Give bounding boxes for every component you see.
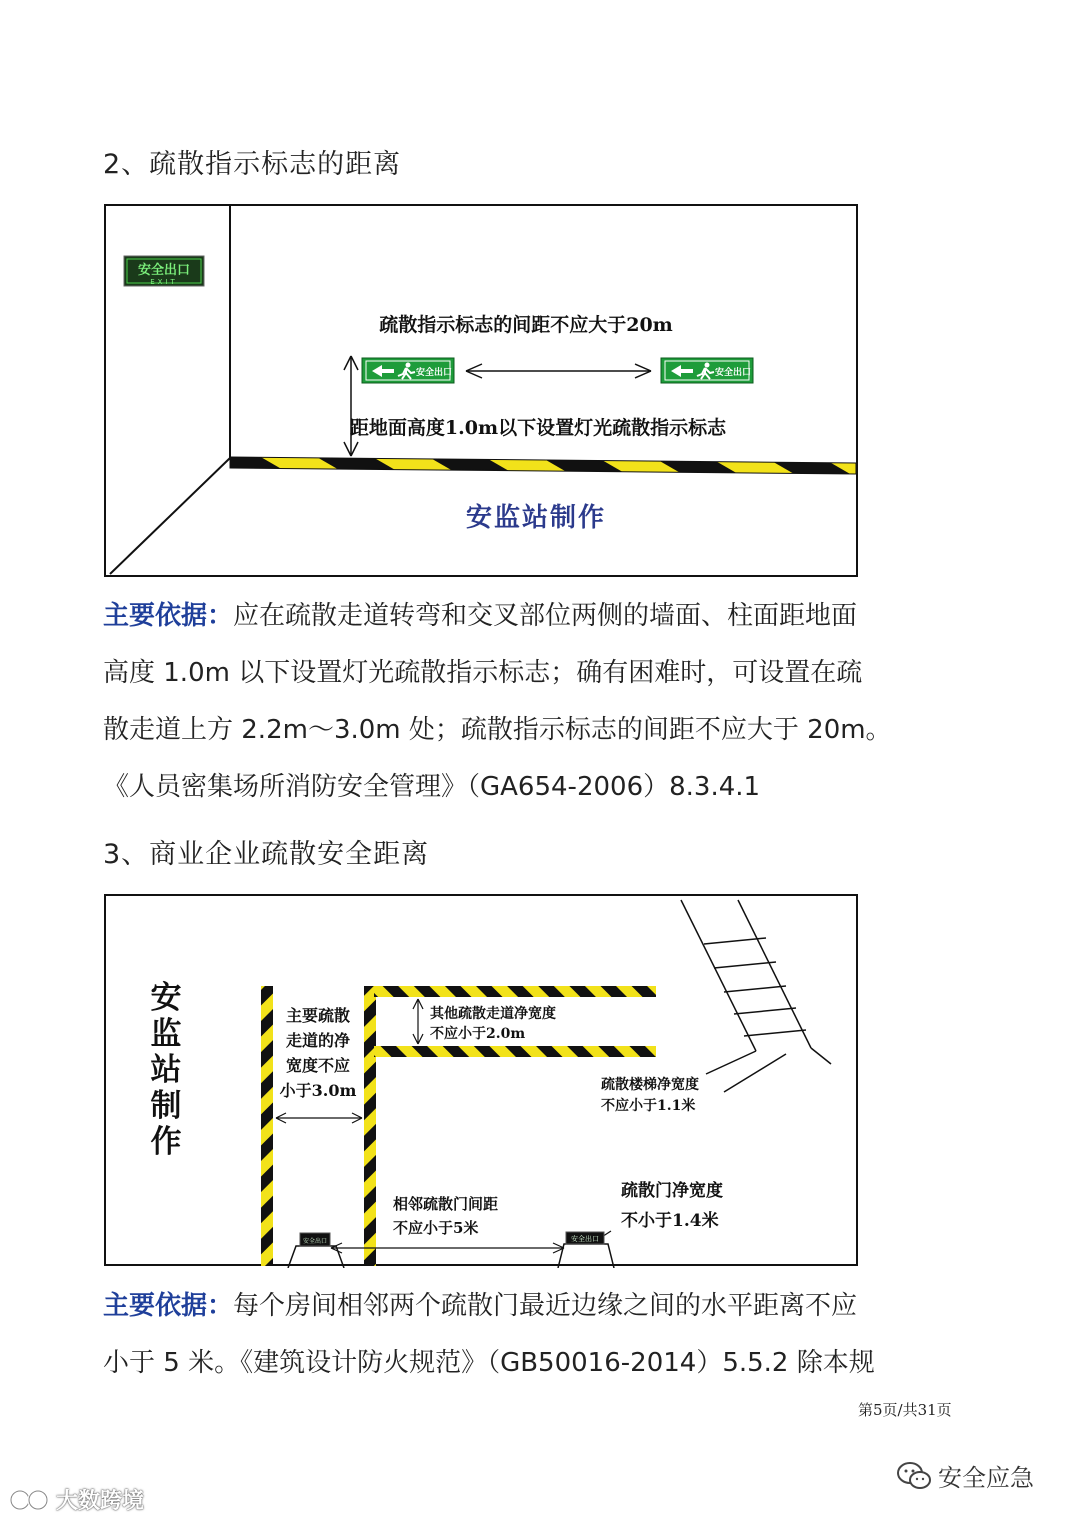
section-2-basis [103, 588, 953, 816]
stair-width-label [601, 1076, 699, 1114]
section-3-heading: 3、商业企业疏散安全距离 [103, 839, 430, 870]
basis-line-1: 主要依据：每个房间相邻两个疏散门最近边缘之间的水平距离不应 [103, 1291, 858, 1321]
spacing-arrow [466, 364, 651, 378]
svg-text:小于3.0m: 小于3.0m [279, 1081, 357, 1100]
small-sign-text-right: 安全出口 [714, 368, 752, 378]
spacing-label: 疏散指示标志的间距不应大于20m [379, 314, 673, 336]
door-sign-text-left: 安全出口 [302, 1238, 328, 1245]
svg-text:走道的净: 走道的净 [285, 1031, 351, 1050]
main-corridor-arrow [276, 1113, 362, 1123]
svg-text:安: 安 [150, 980, 182, 1016]
basis-lead: 主要依据： [103, 1291, 234, 1321]
maker-label: 安监站制作 [465, 503, 607, 533]
svg-text:不小于1.4米: 不小于1.4米 [621, 1211, 719, 1231]
basis-line-4: 《人员密集场所消防安全管理》（GA654-2006）8.3.4.1 [103, 772, 761, 802]
section-2-heading: 2、疏散指示标志的距离 [103, 149, 402, 180]
commercial-evacuation-distance-figure [104, 894, 858, 1266]
hazard-column-left [261, 986, 273, 1266]
door-sign-text-right: 安全出口 [571, 1235, 599, 1243]
floor-edge-line [110, 458, 230, 574]
figure-2-illustration [106, 896, 860, 1268]
figure-1-illustration [106, 206, 860, 579]
hazard-bar-top [374, 986, 656, 997]
height-arrow [344, 356, 358, 456]
exit-sign-en-text: EXIT [150, 278, 178, 286]
other-corridor-arrow [413, 999, 423, 1044]
svg-text:制: 制 [150, 1088, 182, 1124]
svg-text:主要疏散: 主要疏散 [285, 1006, 351, 1025]
watermark-left-text: 大数跨境 [56, 1489, 145, 1514]
svg-text:相邻疏散门间距: 相邻疏散门间距 [393, 1195, 499, 1213]
height-label: 距地面高度1.0m以下设置灯光疏散指示标志 [349, 417, 727, 439]
exit-sign-cn-text: 安全出口 [137, 263, 191, 278]
door-width-label [621, 1180, 723, 1231]
svg-text:作: 作 [150, 1124, 182, 1160]
hazard-stripe [230, 457, 856, 474]
staircase-drawing [681, 900, 831, 1092]
basis-line-3: 散走道上方 2.2m～3.0m 处；疏散指示标志的间距不应大于 20m。 [103, 715, 892, 745]
svg-text:疏散门净宽度: 疏散门净宽度 [621, 1181, 723, 1201]
svg-text:监: 监 [150, 1016, 182, 1052]
wechat-icon [896, 1461, 932, 1491]
svg-text:不应小于2.0m: 不应小于2.0m [430, 1026, 526, 1042]
section-3-basis [103, 1278, 953, 1392]
main-corridor-label [280, 1006, 357, 1100]
other-corridor-label [430, 1005, 556, 1042]
hazard-column-right [364, 986, 376, 1266]
watermark-right-text: 安全应急 [938, 1464, 1034, 1492]
watermark-left [8, 1484, 144, 1515]
maker-vertical-label [151, 980, 182, 1160]
evacuation-sign-distance-figure [104, 204, 858, 577]
svg-text:不应小于5米: 不应小于5米 [393, 1219, 479, 1237]
svg-text:疏散楼梯净宽度: 疏散楼梯净宽度 [601, 1077, 699, 1093]
basis-line-1: 主要依据：应在疏散走道转弯和交叉部位两侧的墙面、柱面距地面 [103, 601, 858, 631]
page-number: 第5页/共31页 [858, 1401, 952, 1419]
svg-text:其他疏散走道净宽度: 其他疏散走道净宽度 [430, 1006, 556, 1022]
basis-lead: 主要依据： [103, 601, 234, 631]
svg-text:宽度不应: 宽度不应 [285, 1056, 351, 1075]
svg-text:站: 站 [150, 1052, 182, 1088]
small-sign-text-left: 安全出口 [415, 368, 453, 378]
hazard-bar-middle [374, 1046, 656, 1057]
door-spacing-label [393, 1195, 498, 1237]
basis-line-2: 小于 5 米。《建筑设计防火规范》（GB50016-2014）5.5.2 除本规 [103, 1348, 875, 1378]
basis-line-2: 高度 1.0m 以下设置灯光疏散指示标志；确有困难时，可设置在疏 [103, 658, 863, 688]
watermark-right [896, 1458, 1034, 1493]
svg-text:不应小于1.1米: 不应小于1.1米 [601, 1098, 696, 1114]
brand-logo-icon [8, 1486, 52, 1514]
